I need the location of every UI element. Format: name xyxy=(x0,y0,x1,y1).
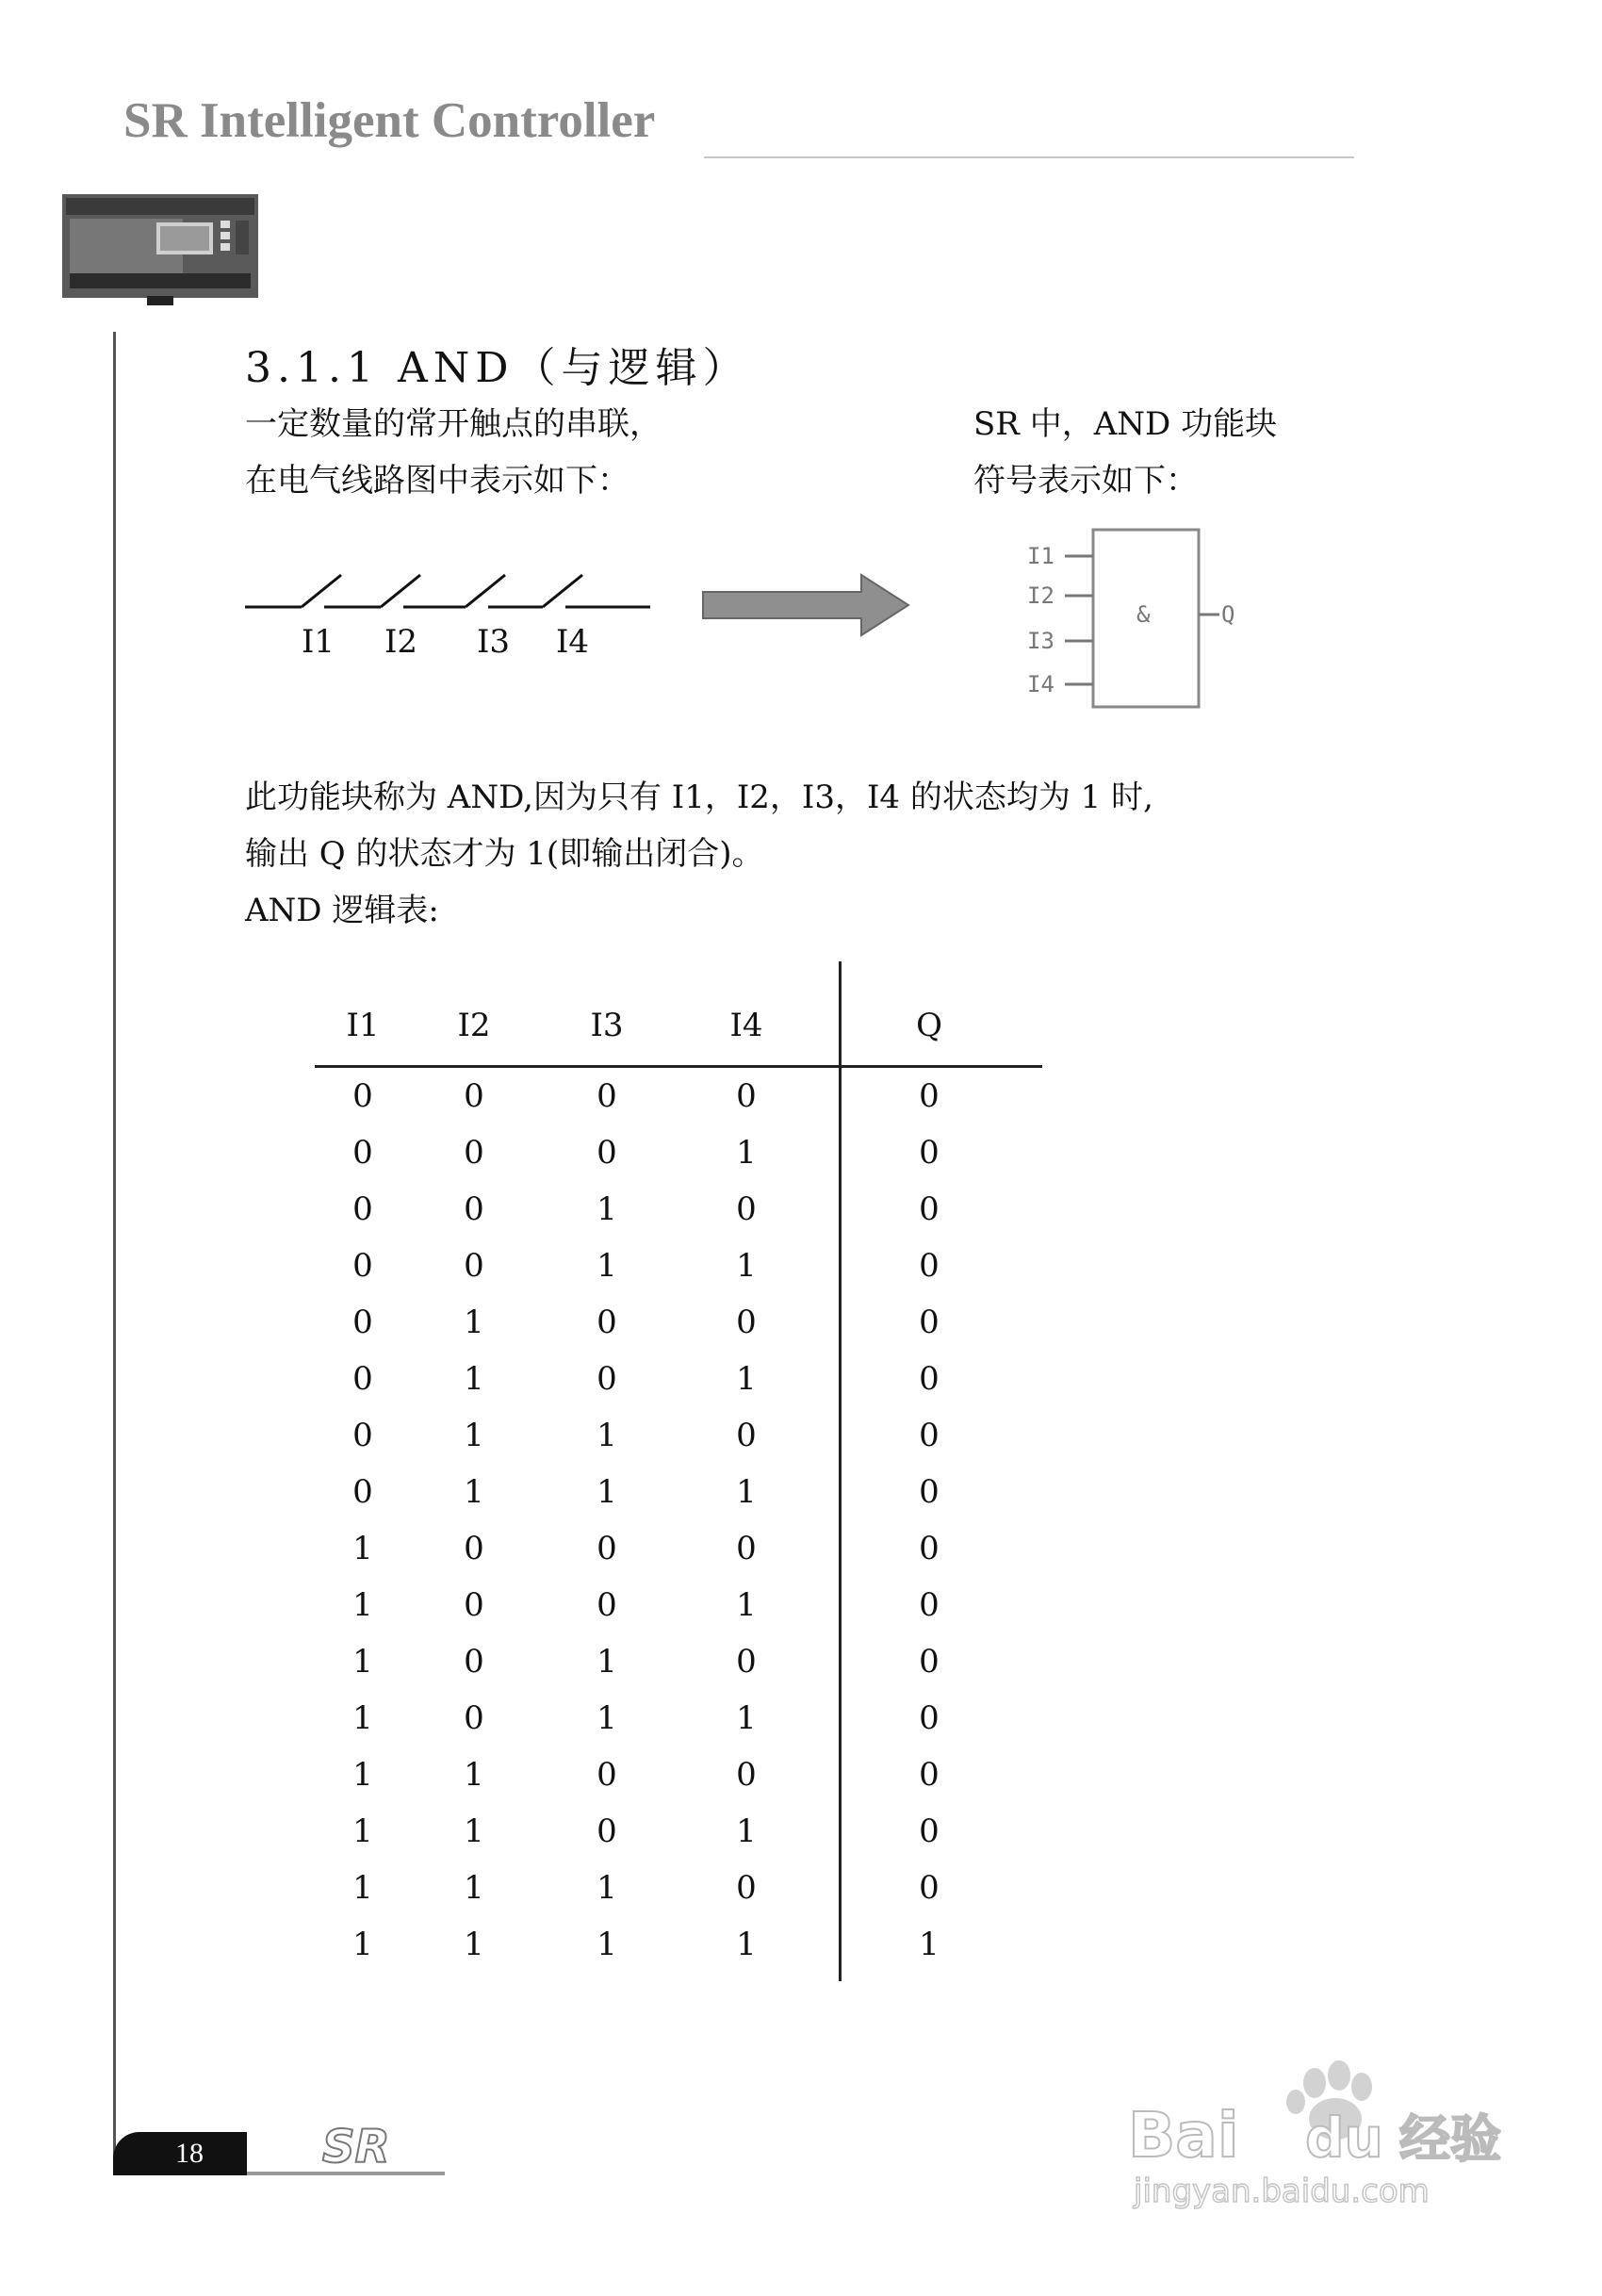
watermark-brand-du: du xyxy=(1305,2106,1383,2170)
table-cell: 1 xyxy=(352,1869,373,1907)
table-cell: 1 xyxy=(597,1699,617,1737)
contact-label-i2: I2 xyxy=(384,623,418,661)
table-cell: 0 xyxy=(464,1530,484,1567)
table-cell: 0 xyxy=(919,1586,940,1624)
header-title: SR Intelligent Controller xyxy=(123,93,656,148)
block-symbol: & xyxy=(1136,601,1151,628)
table-row xyxy=(315,1124,1042,1181)
table-cell: 1 xyxy=(736,1586,757,1624)
table-cell: 0 xyxy=(736,1530,757,1567)
table-cell: 1 xyxy=(736,1473,757,1511)
table-cell: 0 xyxy=(464,1699,484,1737)
table-cell: 0 xyxy=(597,1077,617,1115)
table-cell: 1 xyxy=(736,1134,757,1172)
table-cell: 0 xyxy=(919,1643,940,1681)
table-cell: 0 xyxy=(352,1247,373,1285)
table-cell: 0 xyxy=(597,1586,617,1624)
table-row xyxy=(315,1577,1042,1633)
table-cell: 0 xyxy=(919,1812,940,1850)
table-cell: 0 xyxy=(352,1360,373,1398)
table-cell: 0 xyxy=(736,1756,757,1794)
table-header-row xyxy=(315,986,1042,1067)
header-i3: I3 xyxy=(537,986,677,1067)
table-cell: 0 xyxy=(919,1134,940,1172)
table-cell: 1 xyxy=(736,1812,757,1850)
contact-label-i3: I3 xyxy=(477,623,511,661)
intro-right xyxy=(973,396,1277,509)
margin-line xyxy=(113,332,116,2170)
table-cell: 1 xyxy=(736,1699,757,1737)
table-cell: 0 xyxy=(352,1304,373,1341)
table-cell: 0 xyxy=(464,1134,484,1172)
table-cell: 0 xyxy=(464,1586,484,1624)
table-cell: 1 xyxy=(464,1473,484,1511)
table-cell: 0 xyxy=(919,1473,940,1511)
table-cell: 0 xyxy=(736,1190,757,1228)
table-cell: 0 xyxy=(919,1077,940,1115)
description-line-1: 此功能块称为 AND,因为只有 I1，I2，I3，I4 的状态均为 1 时, xyxy=(245,779,1153,816)
and-function-block xyxy=(1020,524,1255,713)
description-text xyxy=(245,769,1153,939)
table-row xyxy=(315,1238,1042,1294)
table-cell: 1 xyxy=(352,1812,373,1850)
table-cell: 1 xyxy=(919,1926,940,1963)
page-number: 18 xyxy=(175,2138,204,2169)
table-cell: 1 xyxy=(597,1417,617,1454)
table-cell: 0 xyxy=(919,1417,940,1454)
table-cell: 0 xyxy=(736,1869,757,1907)
table-cell: 1 xyxy=(464,1417,484,1454)
table-cell: 0 xyxy=(464,1190,484,1228)
block-input-i1: I1 xyxy=(1027,543,1054,569)
table-cell: 0 xyxy=(736,1643,757,1681)
table-cell: 0 xyxy=(919,1699,940,1737)
table-cell: 0 xyxy=(352,1473,373,1511)
header-i4: I4 xyxy=(677,986,816,1067)
table-divider-line xyxy=(839,961,842,1981)
table-cell: 0 xyxy=(919,1304,940,1341)
table-cell: 0 xyxy=(597,1530,617,1567)
description-line-3: AND 逻辑表: xyxy=(245,892,439,929)
intro-left-line-1: 一定数量的常开触点的串联， xyxy=(245,405,662,443)
baidu-watermark xyxy=(1126,2045,1503,2215)
table-cell: 0 xyxy=(919,1247,940,1285)
contact-label-i4: I4 xyxy=(556,623,590,661)
watermark-brand: Bai xyxy=(1128,2099,1239,2172)
table-cell: 1 xyxy=(736,1360,757,1398)
table-cell: 1 xyxy=(464,1304,484,1341)
table-cell: 0 xyxy=(597,1304,617,1341)
table-cell: 0 xyxy=(919,1530,940,1567)
table-cell: 0 xyxy=(464,1643,484,1681)
table-cell: 1 xyxy=(736,1247,757,1285)
and-truth-table xyxy=(315,961,1042,1981)
table-row xyxy=(315,1464,1042,1520)
controller-device-image xyxy=(62,194,258,305)
block-input-i4: I4 xyxy=(1027,671,1054,697)
footer-logo: SR xyxy=(322,2121,390,2173)
table-cell: 0 xyxy=(352,1190,373,1228)
section-heading: 3.1.1 AND（与逻辑） xyxy=(245,344,750,392)
table-cell: 0 xyxy=(736,1077,757,1115)
table-cell: 1 xyxy=(597,1643,617,1681)
table-row xyxy=(315,1747,1042,1803)
table-cell: 0 xyxy=(597,1134,617,1172)
table-row xyxy=(315,1690,1042,1747)
table-row xyxy=(315,1803,1042,1860)
table-row xyxy=(315,1067,1042,1125)
table-cell: 0 xyxy=(919,1756,940,1794)
header-i2: I2 xyxy=(411,986,537,1067)
table-cell: 1 xyxy=(464,1812,484,1850)
table-cell: 1 xyxy=(597,1247,617,1285)
right-arrow-icon xyxy=(703,575,908,635)
watermark-url: jingyan.baidu.com xyxy=(1134,2173,1430,2210)
series-contacts-diagram xyxy=(243,562,922,665)
table-cell: 1 xyxy=(597,1869,617,1907)
table-row xyxy=(315,1520,1042,1577)
intro-left-line-2: 在电气线路图中表示如下： xyxy=(245,462,629,500)
table-row xyxy=(315,1351,1042,1407)
table-cell: 0 xyxy=(597,1756,617,1794)
table-cell: 0 xyxy=(736,1304,757,1341)
table-cell: 1 xyxy=(464,1869,484,1907)
table-cell: 1 xyxy=(597,1190,617,1228)
table-cell: 1 xyxy=(352,1756,373,1794)
description-line-2: 输出 Q 的状态才为 1(即输出闭合)。 xyxy=(245,835,764,873)
table-cell: 1 xyxy=(464,1926,484,1963)
table-cell: 0 xyxy=(736,1417,757,1454)
block-input-i2: I2 xyxy=(1027,582,1054,609)
table-cell: 0 xyxy=(352,1417,373,1454)
table-cell: 0 xyxy=(464,1077,484,1115)
table-cell: 1 xyxy=(352,1699,373,1737)
table-cell: 1 xyxy=(597,1473,617,1511)
table-cell: 1 xyxy=(352,1586,373,1624)
table-cell: 1 xyxy=(464,1756,484,1794)
table-cell: 0 xyxy=(352,1077,373,1115)
table-row xyxy=(315,1181,1042,1238)
table-cell: 0 xyxy=(464,1247,484,1285)
intro-left xyxy=(245,396,662,509)
table-cell: 1 xyxy=(464,1360,484,1398)
table-cell: 0 xyxy=(352,1134,373,1172)
table-row xyxy=(315,1294,1042,1351)
intro-right-line-2: 符号表示如下： xyxy=(973,462,1198,500)
contact-label-i1: I1 xyxy=(302,623,335,661)
block-input-i3: I3 xyxy=(1027,628,1054,654)
table-row xyxy=(315,1407,1042,1464)
table-row xyxy=(315,1860,1042,1916)
table-cell: 0 xyxy=(597,1360,617,1398)
table-cell: 0 xyxy=(919,1360,940,1398)
table-cell: 0 xyxy=(919,1190,940,1228)
table-cell: 1 xyxy=(352,1530,373,1567)
block-output-q: Q xyxy=(1221,601,1235,628)
table-cell: 1 xyxy=(736,1926,757,1963)
table-row xyxy=(315,1633,1042,1690)
table-cell: 1 xyxy=(352,1643,373,1681)
table-row xyxy=(315,1916,1042,1973)
table-cell: 0 xyxy=(919,1869,940,1907)
header-q: Q xyxy=(816,986,1042,1067)
watermark-product: 经验 xyxy=(1399,2109,1501,2169)
table-cell: 0 xyxy=(597,1812,617,1850)
header-rule xyxy=(704,156,1354,158)
header-i1: I1 xyxy=(315,986,411,1067)
intro-right-line-1: SR 中，AND 功能块 xyxy=(973,405,1278,443)
table-cell: 1 xyxy=(352,1926,373,1963)
table-cell: 1 xyxy=(597,1926,617,1963)
